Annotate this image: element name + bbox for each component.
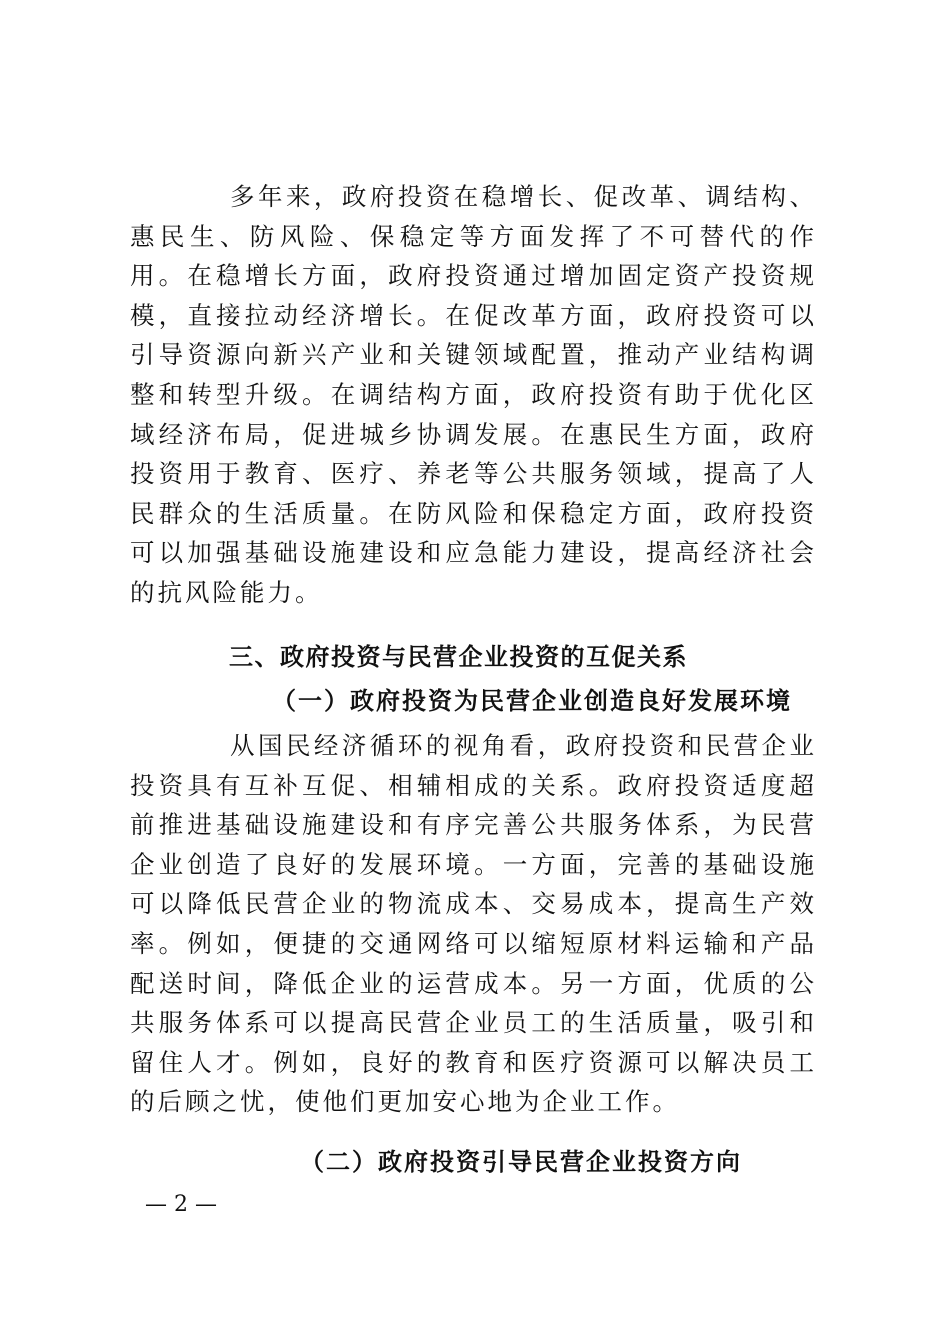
- page-number: — 2 —: [145, 1192, 217, 1217]
- subheading-1: （一）政府投资为民营企业创造良好发展环境: [272, 686, 792, 715]
- paragraph-complementary-relationship: 从国民经济循环的视角看，政府投资和民营企业投资具有互补互促、相辅相成的关系。政府投资适度超前推进基础设施建设和有序完善公共服务体系，为民营企业创造了良好的发展环境。一方面，完善的基础设施可以降低民营企业的物流成本、交易成本，提高生产效率。例如，便捷的交通网络可以缩短原材料运输和产品配送时间，降低企业的运营成本。另一方面，优质的公共服务体系可以提高民营企业员工的生活质量，吸引和留住人才。例如，良好的教育和医疗资源可以解决员工的后顾之忧，使他们更加安心地为企业工作。: [130, 731, 817, 1117]
- paragraph-role-of-government-investment: 多年来，政府投资在稳增长、促改革、调结构、惠民生、防风险、保稳定等方面发挥了不可替代的作用。在稳增长方面，政府投资通过增加固定资产投资规模，直接拉动经济增长。在促改革方面，政府投资可以引导资源向新兴产业和关键领域配置，推动产业结构调整和转型升级。在调结构方面，政府投资有助于优化区域经济布局，促进城乡协调发展。在惠民生方面，政府投资用于教育、医疗、养老等公共服务领域，提高了人民群众的生活质量。在防风险和保稳定方面，政府投资可以加强基础设施建设和应急能力建设，提高经济社会的抗风险能力。: [130, 182, 817, 607]
- subheading-2: （二）政府投资引导民营企业投资方向: [300, 1147, 742, 1176]
- section-heading: 三、政府投资与民营企业投资的互促关系: [229, 643, 688, 671]
